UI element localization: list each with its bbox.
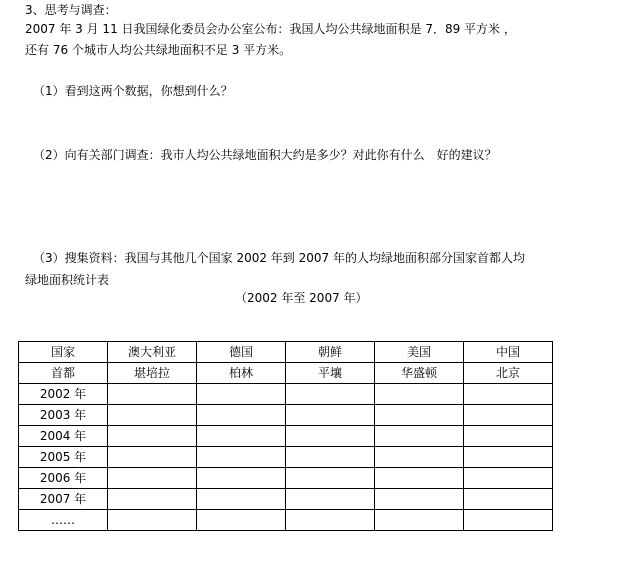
data-cell: [108, 405, 197, 426]
table-subtitle: （2002 年至 2007 年）: [235, 291, 368, 305]
year-cell: ……: [19, 510, 108, 531]
data-cell: [197, 384, 286, 405]
data-cell: [108, 447, 197, 468]
data-cell: [375, 405, 464, 426]
year-cell: 2002 年: [19, 384, 108, 405]
data-cell: [375, 468, 464, 489]
header-cell: 堪培拉: [108, 363, 197, 384]
data-cell: [375, 510, 464, 531]
data-cell: [197, 447, 286, 468]
data-cell: [286, 405, 375, 426]
green-area-table: [18, 341, 553, 531]
table-row: [19, 510, 553, 531]
header-cell: 国家: [19, 342, 108, 363]
table-row: [19, 468, 553, 489]
year-cell: 2004 年: [19, 426, 108, 447]
data-cell: [286, 510, 375, 531]
table-row: [19, 489, 553, 510]
data-cell: [286, 447, 375, 468]
data-cell: [197, 405, 286, 426]
table-row: [19, 405, 553, 426]
data-cell: [286, 468, 375, 489]
data-cell: [286, 426, 375, 447]
table-header-row-country: [19, 342, 553, 363]
data-cell: [464, 489, 553, 510]
section-heading: 3、思考与调查：: [25, 3, 117, 17]
data-cell: [108, 426, 197, 447]
data-cell: [286, 384, 375, 405]
intro-text-line-1: 2007 年 3 月 11 日我国绿化委员会办公室公布：我国人均公共绿地面积是 7．89 平方米 ，: [25, 22, 516, 36]
table-header-row-capital: [19, 363, 553, 384]
year-cell: 2007 年: [19, 489, 108, 510]
question-3-line-1: （3）搜集资料：我国与其他几个国家 2002 年到 2007 年的人均绿地面积部分国家首都人均: [33, 251, 525, 265]
data-cell: [108, 510, 197, 531]
intro-text-line-2: 还有 76 个城市人均公共绿地面积不足 3 平方米。: [25, 43, 292, 57]
data-cell: [375, 489, 464, 510]
header-cell: 柏林: [197, 363, 286, 384]
header-cell: 华盛顿: [375, 363, 464, 384]
table-row: [19, 384, 553, 405]
header-cell: 澳大利亚: [108, 342, 197, 363]
header-cell: 首都: [19, 363, 108, 384]
data-cell: [375, 447, 464, 468]
data-cell: [108, 384, 197, 405]
data-cell: [464, 405, 553, 426]
data-cell: [197, 426, 286, 447]
data-cell: [375, 426, 464, 447]
data-cell: [375, 384, 464, 405]
data-cell: [197, 510, 286, 531]
header-cell: 德国: [197, 342, 286, 363]
data-cell: [108, 489, 197, 510]
header-cell: 平壤: [286, 363, 375, 384]
data-cell: [286, 489, 375, 510]
header-cell: 美国: [375, 342, 464, 363]
header-cell: 中国: [464, 342, 553, 363]
data-cell: [464, 447, 553, 468]
data-cell: [464, 384, 553, 405]
question-2: （2）向有关部门调查：我市人均公共绿地面积大约是多少？对此你有什么 好的建议？: [33, 148, 497, 162]
year-cell: 2003 年: [19, 405, 108, 426]
data-cell: [197, 489, 286, 510]
data-cell: [108, 468, 197, 489]
header-cell: 北京: [464, 363, 553, 384]
year-cell: 2006 年: [19, 468, 108, 489]
data-cell: [197, 468, 286, 489]
table-row: [19, 447, 553, 468]
data-cell: [464, 510, 553, 531]
header-cell: 朝鲜: [286, 342, 375, 363]
data-cell: [464, 426, 553, 447]
question-3-line-2: 绿地面积统计表: [25, 273, 110, 287]
data-cell: [464, 468, 553, 489]
year-cell: 2005 年: [19, 447, 108, 468]
question-1: （1）看到这两个数据，你想到什么？: [33, 84, 233, 98]
table-row: [19, 426, 553, 447]
